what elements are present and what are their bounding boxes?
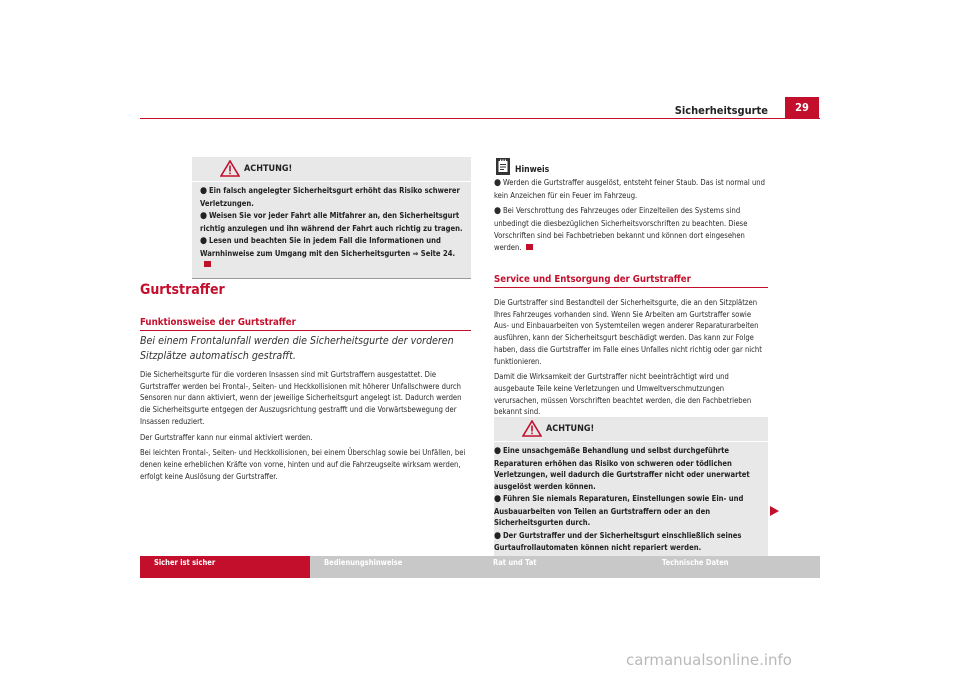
warning-title: ACHTUNG! xyxy=(546,424,595,434)
paragraph: Die Sicherheitsgurte für die vorderen Insassen sind mit Gurtstraffern ausgestattet. Die Gurtstraffer werden bei Frontal-, Seiten- und Heckkollisionen mit höherer Unfallschwere durch Sensoren nur dann aktiviert, wenn der jeweilige Sicherheitsgurt angelegt ist. Dadurch werden die Sicherheitsgurte entgegen der Auszugsrichtung gestrafft und die Vorwärtsbewegung der Insassen reduziert. xyxy=(140,370,462,426)
hint-title: Hinweis xyxy=(515,165,550,175)
paragraph: Der Gurtstraffer kann nur einmal aktiviert werden. xyxy=(140,432,313,442)
section-rule xyxy=(494,287,768,288)
section-heading-funktionsweise: Funktionsweise der Gurtstraffer xyxy=(140,317,296,328)
hint-note-icon xyxy=(496,158,510,175)
lead-text: Bei einem Frontalunfall werden die Sicherheitsgurte der vorderen Sitzplätze automatisch gestrafft. xyxy=(140,335,454,362)
warning-box-bottom xyxy=(494,417,768,562)
continue-arrow-icon xyxy=(770,506,779,516)
bullet-icon: ● xyxy=(494,206,502,217)
chapter-heading: Gurtstraffer xyxy=(140,282,225,298)
hint-item: ● Bei Verschrottung des Fahrzeuges oder Einzelteilen des Systems sind unbedingt die diesbezüglichen Sicherheitsvorschriften zu beachten. Diese Vorschriften sind bei Fachbetrieben bekannt und können dort eingesehen werden. xyxy=(494,206,748,252)
tab-sicher-ist-sicher[interactable]: Sicher ist sicher xyxy=(140,556,310,578)
bullet-icon: ● xyxy=(200,236,208,246)
warning-triangle-icon xyxy=(220,160,240,177)
warning-item: ● Führen Sie niemals Reparaturen, Einstellungen sowie Ein- und Ausbauarbeiten von Teilen an Gurtstraffern oder an den Sicherheitsgurten durch. xyxy=(494,494,744,527)
warning-item: ● Der Gurtstraffer und der Sicherheitsgurt einschließlich seines Gurtaufrollautomaten können nicht repariert werden. xyxy=(494,530,742,552)
paragraph: Die Gurtstraffer sind Bestandteil der Sicherheitsgurte, die an den Sitzplätzen Ihres Fahrzeuges vorhanden sind. Wenn Sie Arbeiten am Gurtstraffer sowie Aus- und Einbauarbeiten von Systemteilen wegen anderer Reparaturarbeiten ausführen, kann der Sicherheitsgurt beschädigt werden. Das kann zur Folge haben, dass die Gurtstraffer im Falle eines Unfalles nicht richtig oder gar nicht funktionieren. xyxy=(494,298,762,366)
tab-bedienungshinweise[interactable]: Bedienungshinweise xyxy=(310,556,479,578)
bullet-icon: ● xyxy=(494,178,502,188)
bullet-icon: ● xyxy=(494,446,502,456)
warning-item: ● Ein falsch angelegter Sicherheitsgurt erhöht das Risiko schwerer Verletzungen. xyxy=(200,186,460,208)
bullet-icon: ● xyxy=(200,186,208,196)
warning-item: ● Lesen und beachten Sie in jedem Fall die Informationen und Warnhinweise zum Umgang mit den Sicherheitsgurten ⇒ Seite 24. xyxy=(200,235,463,271)
warning-box-top xyxy=(192,157,471,279)
section-rule xyxy=(140,330,471,331)
warning-title: ACHTUNG! xyxy=(244,164,293,174)
bullet-icon: ● xyxy=(494,494,502,504)
paragraph: Damit die Wirksamkeit der Gurtstraffer nicht beeinträchtigt wird und ausgebaute Teile keine Verletzungen und Umweltverschmutzungen verursachen, müssen Vorschriften beachtet werden, die den Fachbetrieben bekannt sind. xyxy=(494,372,752,417)
bullet-icon: ● xyxy=(200,211,208,221)
hint-body xyxy=(494,177,768,257)
section1-body xyxy=(140,369,471,486)
section-heading-service: Service und Entsorgung der Gurtstraffer xyxy=(494,274,691,285)
end-of-section-icon xyxy=(204,261,211,267)
hint-item: ● Werden die Gurtstraffer ausgelöst, entsteht feiner Staub. Das ist normal und kein Anzeichen für ein Feuer im Fahrzeug. xyxy=(494,178,765,200)
watermark-text: carmanualsonline.info xyxy=(626,651,792,669)
paragraph: Bei leichten Frontal-, Seiten- und Heckkollisionen, bei einem Überschlag sowie bei Unfällen, bei denen keine erheblichen Kräfte von vorne, hinten und auf die Fahrzeugseite wirksam werden, erfolgt keine Auslösung der Gurtstraffer. xyxy=(140,448,466,481)
running-header-title: Sicherheitsgurte xyxy=(674,104,768,117)
page-number: 29 xyxy=(785,97,819,119)
section2-body xyxy=(494,297,768,422)
end-of-section-icon xyxy=(526,244,533,250)
warning-item: ● Weisen Sie vor jeder Fahrt alle Mitfahrer an, den Sicherheitsgurt richtig anzulegen und ihn während der Fahrt auch richtig zu tragen. xyxy=(200,211,463,233)
warning-item: ● Eine unsachgemäße Behandlung und selbst durchgeführte Reparaturen erhöhen das Risiko von schweren oder tödlichen Verletzungen, weil dadurch die Gurtstraffer nicht oder unerwartet ausgelöst werden können. xyxy=(494,446,750,491)
bullet-icon: ● xyxy=(494,530,502,541)
tab-technische-daten[interactable]: Technische Daten xyxy=(648,556,820,578)
tab-rat-und-tat[interactable]: Rat und Tat xyxy=(479,556,648,578)
header-rule xyxy=(140,118,820,119)
warning-triangle-icon xyxy=(522,420,542,437)
